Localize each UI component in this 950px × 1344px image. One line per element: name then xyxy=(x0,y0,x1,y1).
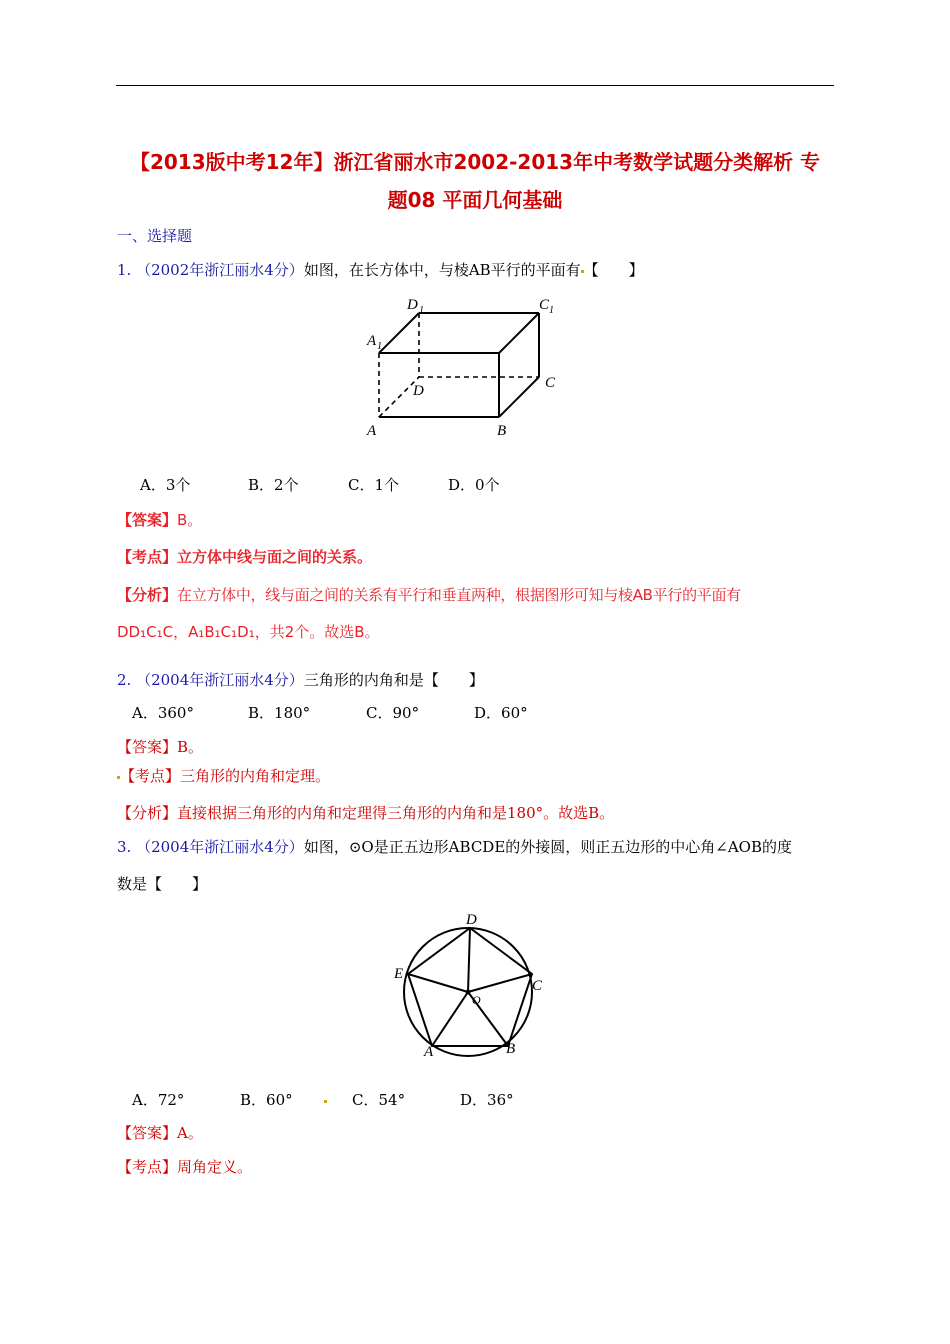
q3-option-a: A．72° xyxy=(132,1091,185,1109)
q1-option-d: D．0个 xyxy=(448,476,500,494)
label-C1-sub: 1 xyxy=(549,305,554,316)
title-line-1: 【2013版中考12年】浙江省丽水市2002-2013年中考数学试题分类解析 专 xyxy=(129,150,821,174)
document-title xyxy=(110,143,840,219)
analysis-label: 【分析】 xyxy=(117,586,178,604)
label-E: E xyxy=(394,966,404,982)
label-D1-sub: 1 xyxy=(419,305,424,316)
label-B: B xyxy=(497,423,507,439)
q3-option-d: D．36° xyxy=(460,1091,514,1109)
q3-source: （2004年浙江丽水4分） xyxy=(136,838,304,856)
point-text: 周角定义。 xyxy=(177,1158,253,1176)
q1-analysis-cont xyxy=(117,622,380,642)
q2-number: 2. xyxy=(117,671,132,689)
title-line-2: 题08 平面几何基础 xyxy=(387,188,563,212)
answer-label: 【答案】 xyxy=(117,1124,178,1142)
header-rule xyxy=(116,85,834,86)
q2-options xyxy=(132,703,528,723)
q2-source: （2004年浙江丽水4分） xyxy=(136,671,304,689)
q2-text: 三角形的内角和是 xyxy=(303,671,424,689)
q3-answer xyxy=(117,1123,203,1143)
q2-bracket: 【 】 xyxy=(423,671,484,689)
cuboid-figure xyxy=(365,295,565,445)
point-text: 三角形的内角和定理。 xyxy=(180,767,331,785)
question-1 xyxy=(117,260,644,280)
q2-option-a: A．360° xyxy=(132,704,194,722)
label-A1: A xyxy=(367,333,377,349)
label-B: B xyxy=(506,1041,516,1057)
section-heading: 一、选择题 xyxy=(117,227,193,245)
question-2 xyxy=(117,670,484,690)
point-label: 【考点】 xyxy=(117,1158,178,1176)
q2-analysis xyxy=(117,803,614,823)
answer-label: 【答案】 xyxy=(117,738,178,756)
label-C1: C xyxy=(539,297,550,313)
analysis-label: 【分析】 xyxy=(117,804,178,822)
q1-source: （2002年浙江丽水4分） xyxy=(136,261,304,279)
q1-bracket: 【 】 xyxy=(583,261,644,279)
q2-answer xyxy=(117,737,203,757)
answer-value: B。 xyxy=(177,738,204,756)
analysis-text-1: 在立方体中，线与面之间的关系有平行和垂直两种，根据图形可知与棱AB平行的平面有 xyxy=(177,586,741,604)
q3-point xyxy=(117,1157,252,1177)
answer-label: 【答案】 xyxy=(117,511,178,529)
q3-bracket: 【 】 xyxy=(147,875,208,893)
label-D: D xyxy=(466,912,477,928)
mark-dot xyxy=(324,1100,327,1103)
q3-text: 如图，⊙O是正五边形ABCDE的外接圆，则正五边形的中心角∠AOB的度 xyxy=(303,838,792,856)
point-text: 立方体中线与面之间的关系。 xyxy=(177,548,373,566)
q1-analysis xyxy=(117,585,741,605)
q1-point xyxy=(117,547,372,567)
label-A: A xyxy=(424,1044,434,1058)
analysis-text-2: DD₁C₁C，A₁B₁C₁D₁，共2个。故选B。 xyxy=(117,623,380,641)
analysis-text: 直接根据三角形的内角和定理得三角形的内角和是180°。故选B。 xyxy=(177,804,615,822)
q1-option-c: C．1个 xyxy=(348,476,400,494)
q2-option-b: B．180° xyxy=(248,704,311,722)
q2-option-d: D．60° xyxy=(474,704,528,722)
q1-options xyxy=(140,475,500,495)
point-label: 【考点】 xyxy=(120,767,181,785)
label-A1-sub: 1 xyxy=(377,341,382,352)
q3-number: 3. xyxy=(117,838,132,856)
label-A: A xyxy=(367,423,377,439)
q1-option-b: B．2个 xyxy=(248,476,299,494)
q2-point xyxy=(117,766,330,786)
point-label: 【考点】 xyxy=(117,548,178,566)
q1-answer xyxy=(117,510,202,530)
q1-number: 1. xyxy=(117,261,132,279)
question-3-cont xyxy=(117,874,207,894)
answer-value: B。 xyxy=(177,511,203,529)
q3-options xyxy=(132,1090,514,1110)
answer-value: A。 xyxy=(177,1124,203,1142)
label-C: C xyxy=(532,978,543,994)
q1-option-a: A．3个 xyxy=(140,476,191,494)
q3-option-c: C．54° xyxy=(352,1091,406,1109)
q3-text-2: 数是 xyxy=(117,875,148,893)
label-D: D xyxy=(413,383,424,399)
q3-option-b: B．60° xyxy=(240,1091,293,1109)
q2-option-c: C．90° xyxy=(366,704,420,722)
label-D1: D xyxy=(407,297,418,313)
question-3 xyxy=(117,837,792,857)
pentagon-figure xyxy=(390,908,550,1058)
label-C: C xyxy=(545,375,556,391)
label-O: O xyxy=(472,993,481,1007)
q1-text: 如图，在长方体中，与棱AB平行的平面有 xyxy=(303,261,581,279)
